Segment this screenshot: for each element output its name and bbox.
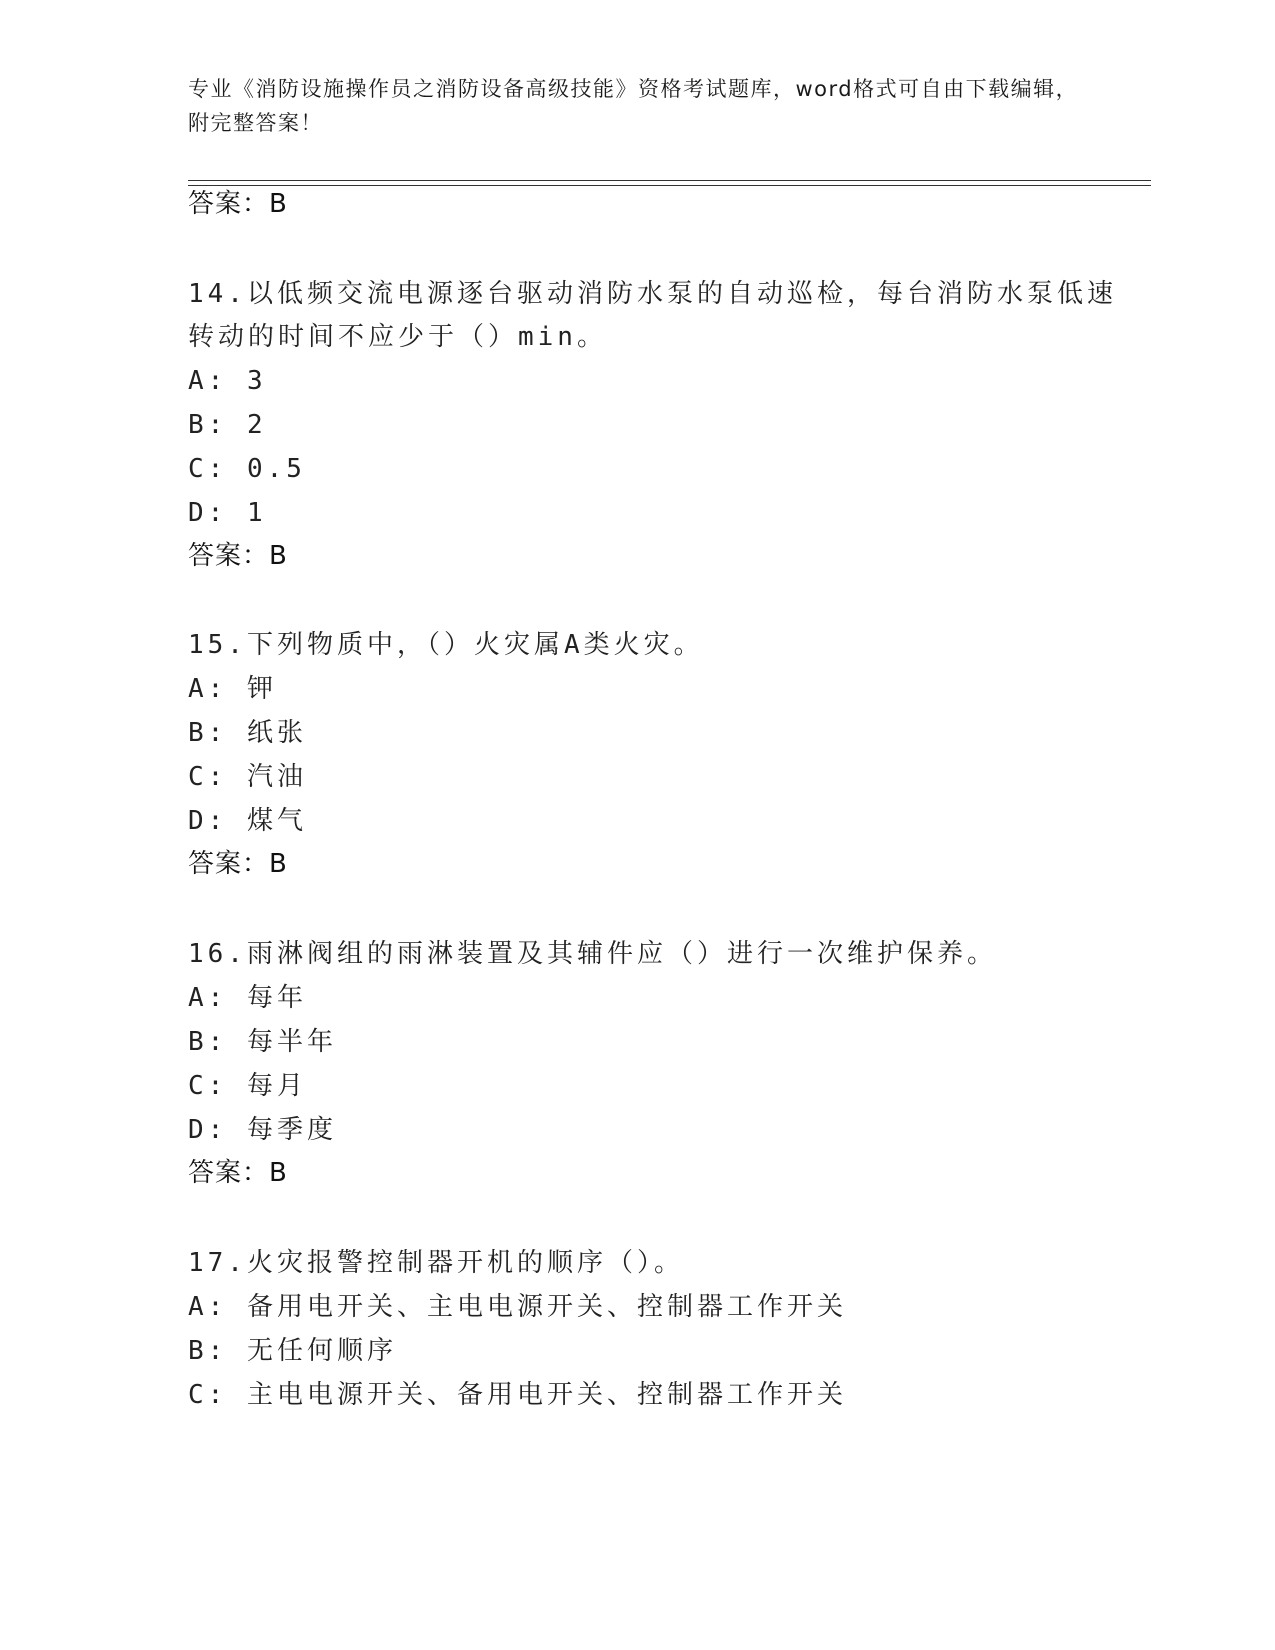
question-stem: 17.火灾报警控制器开机的顺序（）。 — [188, 1248, 684, 1278]
option-a: A: 钾 — [188, 674, 277, 704]
option-a: A: 3 — [188, 366, 267, 396]
option-c: C: 0.5 — [188, 454, 306, 484]
question-stem: 14.以低频交流电源逐台驱动消防水泵的自动巡检，每台消防水泵低速 — [188, 279, 1117, 309]
option-b: B: 纸张 — [188, 718, 307, 748]
answer-line: 答案：B — [188, 541, 288, 571]
question-stem: 16.雨淋阀组的雨淋装置及其辅件应（）进行一次维护保养。 — [188, 939, 997, 969]
option-a: A: 备用电开关、主电电源开关、控制器工作开关 — [188, 1292, 847, 1322]
option-d: D: 1 — [188, 498, 267, 528]
option-c: C: 每月 — [188, 1071, 307, 1101]
answer-line: 答案：B — [188, 1158, 288, 1188]
document-header: 专业《消防设施操作员之消防设备高级技能》资格考试题库，word格式可自由下载编辑，附完整答案！ — [188, 77, 1079, 135]
option-a: A: 每年 — [188, 983, 307, 1013]
option-c: C: 主电电源开关、备用电开关、控制器工作开关 — [188, 1380, 847, 1410]
option-d: D: 每季度 — [188, 1115, 337, 1145]
question-stem-continued: 转动的时间不应少于（）min。 — [188, 322, 607, 352]
answer-line: 答案：B — [188, 189, 288, 219]
question-stem: 15.下列物质中，（）火灾属A类火灾。 — [188, 630, 704, 660]
header-rule-top — [188, 180, 1151, 181]
option-b: B: 2 — [188, 410, 267, 440]
option-d: D: 煤气 — [188, 806, 307, 836]
header-rule-bottom — [188, 185, 1151, 186]
option-b: B: 每半年 — [188, 1027, 337, 1057]
option-b: B: 无任何顺序 — [188, 1336, 397, 1366]
answer-line: 答案：B — [188, 849, 288, 879]
option-c: C: 汽油 — [188, 762, 307, 792]
